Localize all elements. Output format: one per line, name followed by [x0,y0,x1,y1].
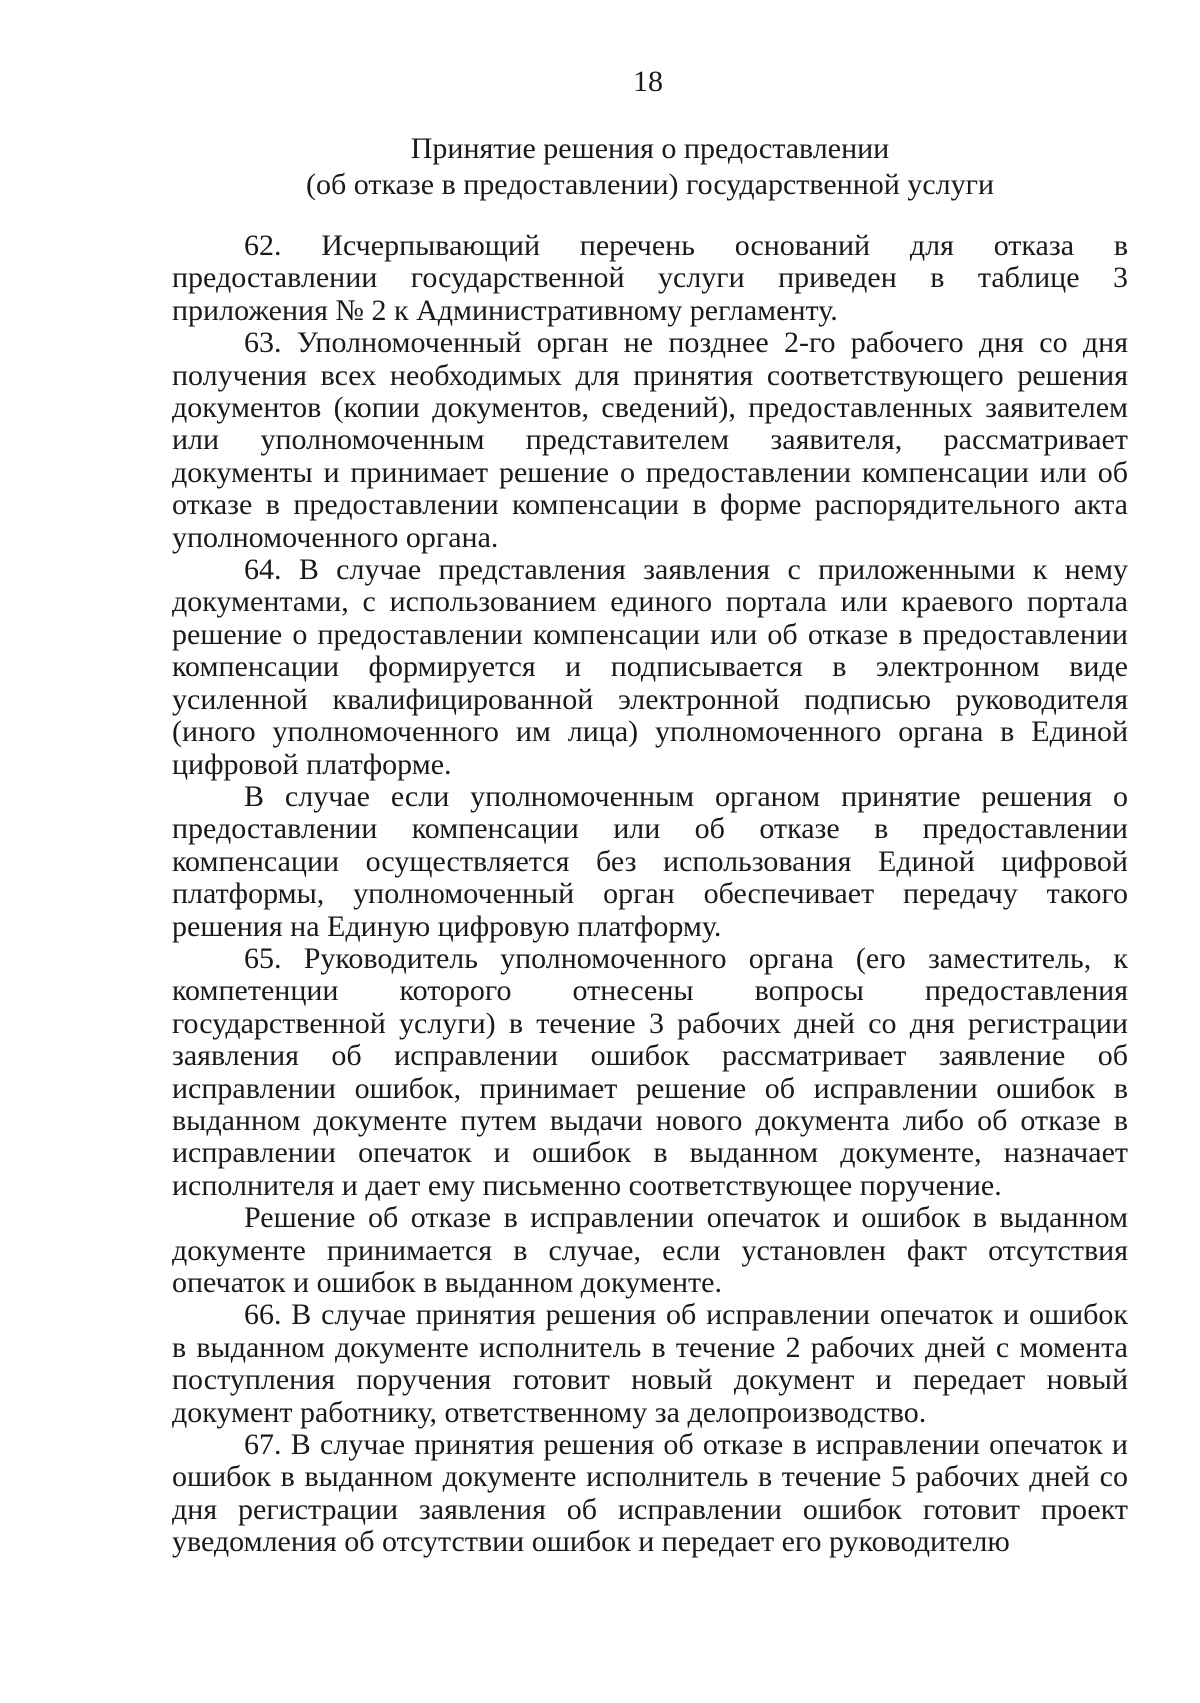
section-title [200,131,1100,203]
paragraph-65-continued: Решение об отказе в исправлении опечаток и ошибок в выданном документе принимается в случае, если установлен факт отсутствия опечаток и ошибок в выданном документе. [172,1201,1128,1299]
page-number: 18 [633,65,663,98]
section-title-line-2: (об отказе в предоставлении) государственной услуги [306,168,994,201]
paragraph-65: 65. Руководитель уполномоченного органа (его заместитель, к компетенции которого отнесены вопросы предоставления государственной услуги) в течение 3 рабочих дней со дня регистрации заявления об исправлении ошибок рассматривает заявление об исправлении ошибок, принимает решение об исправлении ошибок в выданном документе путем выдачи нового документа либо об отказе в исправлении опечаток и ошибок в выданном документе, назначает исполнителя и дает ему письменно соответствующее поручение. [172,941,1128,1202]
paragraph-67: 67. В случае принятия решения об отказе в исправлении опечаток и ошибок в выданном документе исполнитель в течение 5 рабочих дней со дня регистрации заявления об исправлении ошибок готовит проект уведомления об отсутствии ошибок и передает его руководителю [172,1428,1128,1559]
paragraph-66: 66. В случае принятия решения об исправлении опечаток и ошибок в выданном документе исполнитель в течение 2 рабочих дней с момента поступления поручения готовит новый документ и передает новый документ работнику, ответственному за делопроизводство. [172,1298,1128,1429]
section-title-line-1: Принятие решения о предоставлении [410,132,890,165]
paragraph-62: 62. Исчерпывающий перечень оснований для отказа в предоставлении государственной услуги приведен в таблице 3 приложения № 2 к Административному регламенту. [172,229,1128,327]
body-text [172,230,1128,1559]
paragraph-64-continued: В случае если уполномоченным органом принятие решения о предоставлении компенсации или об отказе в предоставлении компенсации осуществляется без использования Единой цифровой платформы, уполномоченный орган обеспечивает передачу такого решения на Единую цифровую платформу. [172,779,1128,943]
paragraph-63: 63. Уполномоченный орган не позднее 2-го рабочего дня со дня получения всех необходимых для принятия соответствующего решения документов (копии документов, сведений), предоставленных заявителем или уполномоченным представителем заявителя, рассматривает документы и принимает решение о предоставлении компенсации или об отказе в предоставлении компенсации в форме распорядительного акта уполномоченного органа. [172,326,1128,554]
paragraph-64: 64. В случае представления заявления с приложенными к нему документами, с использованием единого портала или краевого портала решение о предоставлении компенсации или об отказе в предоставлении компенсации формируется и подписывается в электронном виде усиленной квалифицированной электронной подписью руководителя (иного уполномоченного им лица) уполномоченного органа в Единой цифровой платформе. [172,553,1128,781]
